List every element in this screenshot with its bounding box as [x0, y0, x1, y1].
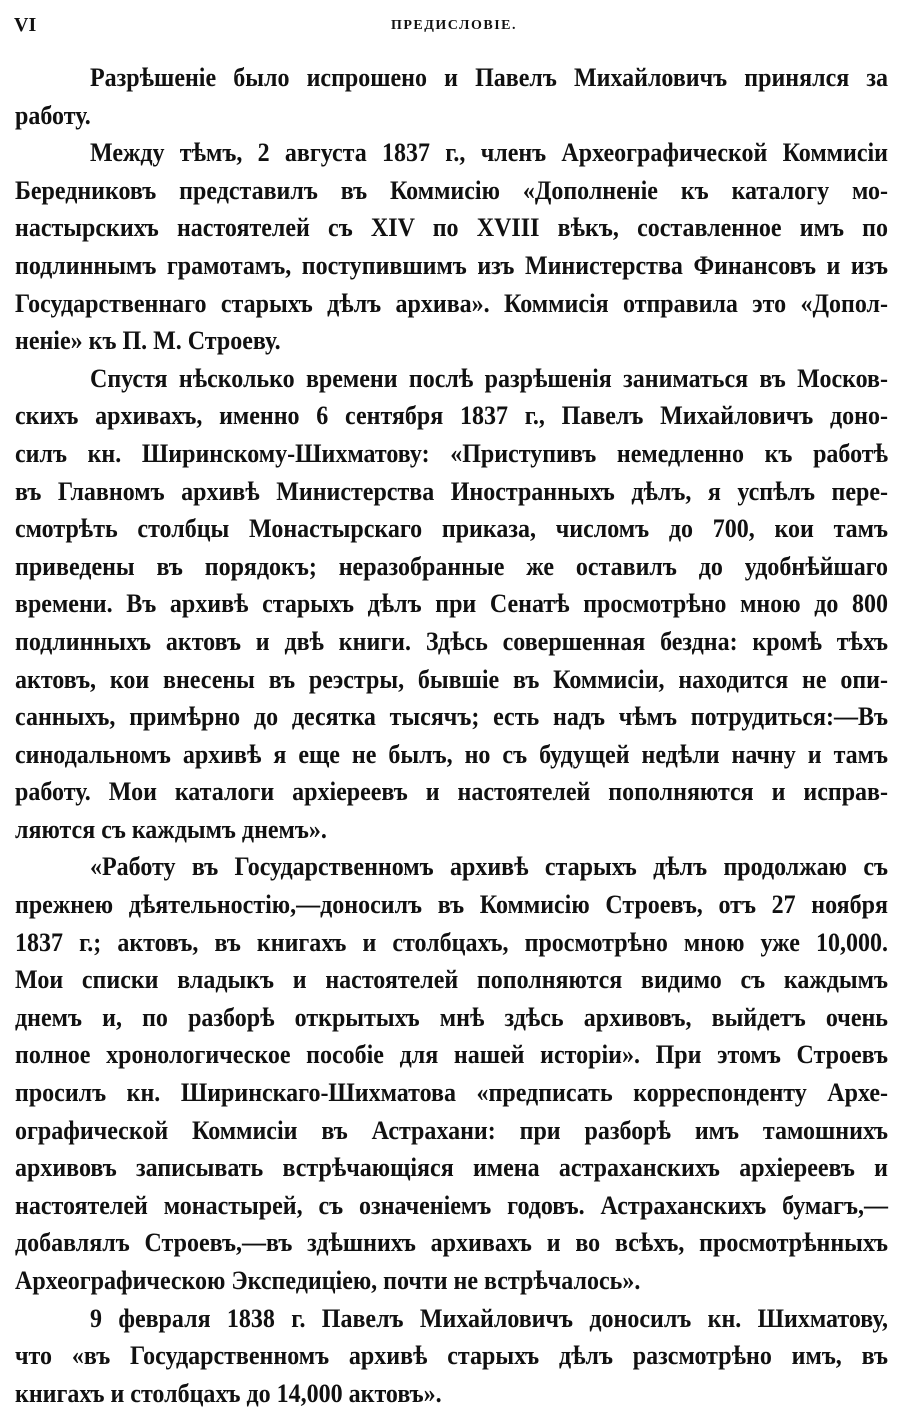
text-line: санныхъ, примѣрно до десятка тысячъ; есть надъ чѣмъ потрудиться:—Въ: [15, 703, 888, 732]
text-line: неніе» къ П. М. Строеву.: [15, 327, 281, 356]
text-line: «Работу въ Государственномъ архивѣ старыхъ дѣлъ продолжаю съ: [90, 853, 888, 883]
text-line: времени. Въ архивѣ старыхъ дѣлъ при Сенатѣ просмотрѣно мною до 800: [15, 590, 888, 619]
text-line: подлинныхъ актовъ и двѣ книги. Здѣсь совершенная бездна: кромѣ тѣхъ: [15, 628, 888, 657]
text-line: прежнею дѣятельностію,—доносилъ въ Коммисію Строевъ, отъ 27 ноября: [15, 891, 888, 920]
text-line: ляются съ каждымъ днемъ».: [15, 816, 327, 845]
text-line: настырскихъ настоятелей съ XIV по XVIII вѣкъ, составленное имъ по: [15, 214, 888, 243]
text-line: Государственнаго старыхъ дѣлъ архива». Коммисія отправила это «Допол-: [15, 290, 888, 319]
text-line: работу.: [15, 102, 91, 131]
paragraph: [15, 141, 888, 367]
paragraph: [15, 855, 888, 1306]
text-line: подлиннымъ грамотамъ, поступившимъ изъ Министерства Финансовъ и изъ: [15, 252, 888, 281]
text-line: силъ кн. Ширинскому-Шихматову: «Приступивъ немедленно къ работѣ: [15, 440, 888, 469]
text-line: книгахъ и столбцахъ до 14,000 актовъ».: [15, 1380, 442, 1409]
page-number: VI: [14, 14, 37, 36]
text-line: добавлялъ Строевъ,—въ здѣшнихъ архивахъ и во всѣхъ, просмотрѣнныхъ: [15, 1229, 888, 1258]
text-line: Археографическою Экспедиціею, почти не встрѣчалось».: [15, 1267, 641, 1296]
paragraph: [15, 367, 888, 856]
text-line: скихъ архивахъ, именно 6 сентября 1837 г., Павелъ Михайловичъ доно-: [15, 402, 888, 431]
text-line: актовъ, кои внесены въ реэстры, бывшіе въ Коммисіи, находится не опи-: [15, 665, 888, 695]
text-line: Мои списки владыкъ и настоятелей пополняются видимо съ каждымъ: [15, 966, 888, 995]
paragraph: [15, 1307, 888, 1420]
running-title: ПРЕДИСЛОВІЕ.: [390, 18, 517, 33]
text-line: смотрѣть столбцы Монастырскаго приказа, числомъ до 700, кои тамъ: [15, 515, 888, 544]
text-line: въ Главномъ архивѣ Министерства Иностранныхъ дѣлъ, я успѣлъ пере-: [15, 478, 888, 507]
text-line: Спустя нѣсколько времени послѣ разрѣшенія заниматься въ Москов-: [90, 365, 888, 394]
text-line: просилъ кн. Ширинскаго-Шихматова «предписать корреспонденту Архе-: [15, 1079, 888, 1108]
text-line: Бередниковъ представилъ въ Коммисію «Дополненіе къ каталогу мо-: [15, 177, 888, 206]
text-line: 1837 г.; актовъ, въ книгахъ и столбцахъ, просмотрѣно мною уже 10,000.: [15, 929, 888, 958]
text-line: архивовъ записывать встрѣчающіяся имена астраханскихъ архіереевъ и: [15, 1154, 888, 1183]
text-line: Разрѣшеніе было испрошено и Павелъ Михайловичъ принялся за: [90, 64, 888, 93]
body-text: [15, 66, 888, 1419]
text-line: 9 февраля 1838 г. Павелъ Михайловичъ доносилъ кн. Шихматову,: [90, 1305, 888, 1334]
text-line: синодальномъ архивѣ я еще не былъ, но съ будущей недѣли начну и тамъ: [15, 741, 888, 770]
paragraph: [15, 66, 888, 141]
text-line: полное хронологическое пособіе для нашей исторіи». При этомъ Строевъ: [15, 1041, 888, 1071]
text-line: днемъ и, по разборѣ открытыхъ мнѣ здѣсь архивовъ, выйдетъ очень: [15, 1004, 888, 1033]
text-line: приведены въ порядокъ; неразобранные же оставилъ до удобнѣйшаго: [15, 553, 888, 582]
text-line: настоятелей монастырей, съ означеніемъ годовъ. Астраханскихъ бумагъ,—: [15, 1192, 888, 1221]
text-line: что «въ Государственномъ архивѣ старыхъ дѣлъ разсмотрѣно имъ, въ: [15, 1342, 888, 1371]
text-line: Между тѣмъ, 2 августа 1837 г., членъ Археографической Коммисіи: [90, 139, 888, 168]
text-line: работу. Мои каталоги архіереевъ и настоятелей пополняются и исправ-: [15, 778, 888, 807]
text-line: ографической Коммисіи въ Астрахани: при разборѣ имъ тамошнихъ: [15, 1117, 888, 1146]
